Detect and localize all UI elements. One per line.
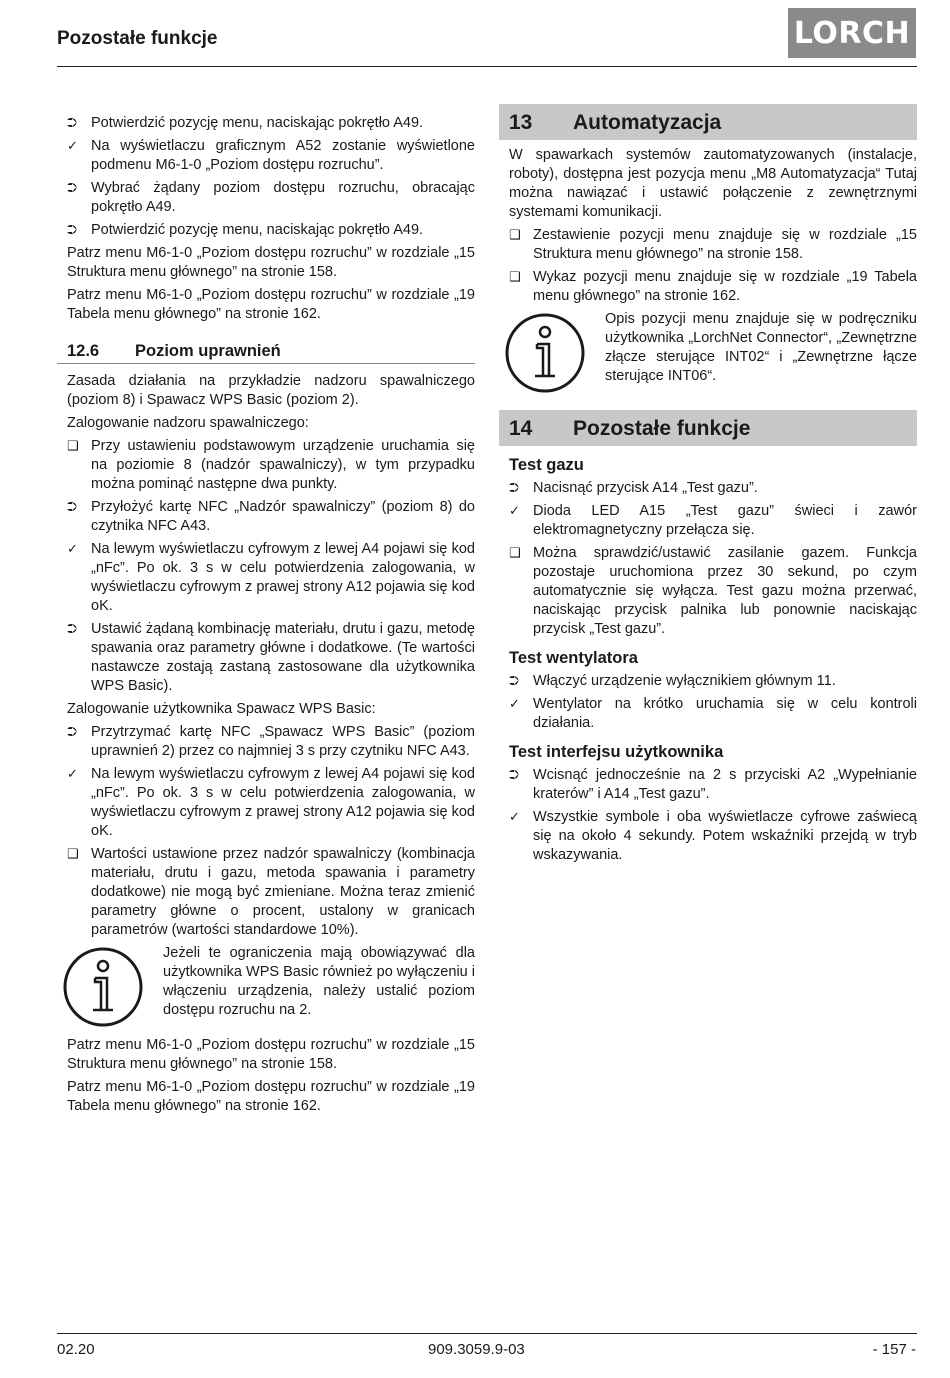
- list-item: [499, 544, 917, 639]
- list-item: [499, 695, 917, 733]
- arrow-bullet-icon: ⮊: [509, 481, 519, 496]
- paragraph: Zalogowanie użytkownika Spawacz WPS Basic:: [67, 701, 376, 717]
- arrow-bullet-icon: ⮊: [509, 768, 519, 783]
- right-column: [499, 104, 917, 869]
- list-item-text: Nacisnąć przycisk A14 „Test gazu”.: [533, 480, 758, 496]
- list-item-text: Na lewym wyświetlaczu cyfrowym z lewej A4 pojawi się kod „nFc”. Po ok. 3 s w celu potwierdzenia zalogowania, w wyświetlaczu cyfrowym z prawej strony A12 pojawia się kod oK.: [91, 766, 475, 839]
- reference-paragraph: Patrz menu M6-1-0 „Poziom dostępu rozruchu” w rozdziale „19 Tabela menu głównego” na stronie 162.: [67, 1079, 475, 1114]
- list-item: [499, 766, 917, 804]
- checkbox-bullet-icon: ❑: [67, 847, 79, 862]
- checkbox-bullet-icon: ❑: [509, 546, 521, 561]
- checkbox-bullet-icon: ❑: [509, 270, 521, 285]
- section-heading-12-6: [57, 342, 475, 364]
- list-item: [57, 137, 475, 175]
- list-item-text: Włączyć urządzenie wyłącznikiem głównym 11.: [533, 673, 836, 689]
- arrow-bullet-icon: ⮊: [67, 223, 77, 238]
- list-item: [57, 620, 475, 696]
- list-item-text: Potwierdzić pozycję menu, naciskając pokrętło A49.: [91, 222, 424, 238]
- arrow-bullet-icon: ⮊: [67, 500, 77, 515]
- automation-notes: [499, 226, 917, 306]
- info-note: [499, 310, 917, 396]
- list-item-text: Wybrać żądany poziom dostępu rozruchu, obracając pokrętło A49.: [91, 180, 475, 215]
- checkmark-icon: ✓: [67, 139, 78, 154]
- list-item-text: Wszystkie symbole i oba wyświetlacze cyfrowe zaświecą się na około 4 sekundy. Potem wskaźniki przejdą w tryb wskazywania.: [533, 809, 917, 863]
- paragraph: W spawarkach systemów zautomatyzowanych (instalacje, roboty), dostępna jest pozycja menu „M8 Automatyzacja“ Tutaj można nawiązać i ustawić połączenie z zewnętrznymi systemami komunikacji.: [509, 147, 917, 220]
- list-item-text: Można sprawdzić/ustawić zasilanie gazem. Funkcja pozostaje uruchomiona przez 30 sekund, po czym automatycznie się wyłącza. Test gazu można przerwać, naciskając przycisk palnika lub ponownie naciskając przycisk „Test gazu”.: [533, 545, 917, 637]
- list-item-text: Wartości ustawione przez nadzór spawalniczy (kombinacja materiału, drutu i gazu, metoda spawania i parametry dodatkowe) nie mogą być zmieniane. Można teraz zmienić parametry główne o procent, ustalony w granicach parametrów (wartości standardowe 10%).: [91, 846, 475, 938]
- subheading-fan-test: Test wentylatora: [509, 649, 638, 667]
- reference-paragraph: Patrz menu M6-1-0 „Poziom dostępu rozruchu” w rozdziale „19 Tabela menu głównego” na stronie 162.: [67, 287, 475, 322]
- list-item: [57, 498, 475, 536]
- reference-paragraph: Patrz menu M6-1-0 „Poziom dostępu rozruchu” w rozdziale „15 Struktura menu głównego” na stronie 158.: [67, 245, 475, 280]
- list-item: [499, 226, 917, 264]
- chapter-heading-13: [499, 104, 917, 140]
- list-item-text: Na lewym wyświetlaczu cyfrowym z lewej A4 pojawi się kod „nFc”. Po ok. 3 s w celu potwierdzenia zalogowania, w wyświetlaczu cyfrowym z prawej strony A12 pojawia się kod oK.: [91, 541, 475, 614]
- info-note: [57, 944, 475, 1030]
- footer-page-number: - 157 -: [872, 1341, 916, 1358]
- checkbox-bullet-icon: ❑: [67, 439, 79, 454]
- checkmark-icon: ✓: [509, 810, 520, 825]
- list-item: [499, 672, 917, 691]
- list-item-text: Wykaz pozycji menu znajduje się w rozdziale „19 Tabela menu głównego” na stronie 162.: [533, 269, 917, 304]
- page-header-title: Pozostałe funkcje: [57, 28, 218, 49]
- list-item: [57, 723, 475, 761]
- note-text: Jeżeli te ograniczenia mają obowiązywać dla użytkownika WPS Basic również po wyłączeniu i włączeniu urządzenia, należy ustalić poziom dostępu rozruchu na 2.: [163, 945, 475, 1018]
- arrow-bullet-icon: ⮊: [67, 181, 77, 196]
- chapter-number: 13: [509, 110, 533, 134]
- info-icon: [499, 310, 599, 396]
- list-item: [57, 845, 475, 940]
- list-item-text: Przy ustawieniu podstawowym urządzenie uruchamia się na poziomie 8 (nadzór spawalniczy), w tym przypadku można pominąć następne dwa punkty.: [91, 438, 475, 492]
- fan-test-steps: [499, 672, 917, 733]
- list-item-text: Na wyświetlaczu graficznym A52 zostanie wyświetlone podmenu M6-1-0 „Poziom dostępu rozruchu”.: [91, 138, 475, 173]
- list-item: [57, 179, 475, 217]
- wps-basic-login-steps: [57, 723, 475, 940]
- lorch-logo: LORCH: [788, 8, 916, 58]
- list-item-text: Zestawienie pozycji menu znajduje się w rozdziale „15 Struktura menu głównego” na stronie 158.: [533, 227, 917, 262]
- header-divider: [57, 66, 917, 67]
- list-item: [499, 268, 917, 306]
- chapter-title: Pozostałe funkcje: [573, 416, 751, 440]
- list-item-text: Potwierdzić pozycję menu, naciskając pokrętło A49.: [91, 115, 424, 131]
- subheading-ui-test: Test interfejsu użytkownika: [509, 743, 724, 761]
- info-icon: [57, 944, 157, 1030]
- arrow-bullet-icon: ⮊: [509, 674, 519, 689]
- reference-paragraph: Patrz menu M6-1-0 „Poziom dostępu rozruchu” w rozdziale „15 Struktura menu głównego” na stronie 158.: [67, 1037, 475, 1072]
- arrow-bullet-icon: ⮊: [67, 622, 77, 637]
- checkmark-icon: ✓: [67, 542, 78, 557]
- ui-test-steps: [499, 766, 917, 865]
- paragraph: Zalogowanie nadzoru spawalniczego:: [67, 415, 309, 431]
- subheading-gas-test: Test gazu: [509, 456, 584, 474]
- chapter-number: 14: [509, 416, 533, 440]
- list-item-text: Dioda LED A15 „Test gazu” świeci i zawór elektromagnetyczny przełącza się.: [533, 503, 917, 538]
- left-column: [57, 114, 475, 1120]
- list-item: [57, 540, 475, 616]
- checkmark-icon: ✓: [509, 504, 520, 519]
- gas-test-steps: [499, 479, 917, 639]
- list-item: [57, 765, 475, 841]
- checkmark-icon: ✓: [509, 697, 520, 712]
- chapter-title: Automatyzacja: [573, 110, 722, 134]
- footer-date: 02.20: [57, 1341, 95, 1358]
- checkbox-bullet-icon: ❑: [509, 228, 521, 243]
- list-item: [499, 502, 917, 540]
- list-item: [57, 221, 475, 240]
- list-item: [499, 808, 917, 865]
- list-item-text: Wcisnąć jednocześnie na 2 s przyciski A2 „Wypełnianie kraterów” i A14 „Test gazu”.: [533, 767, 917, 802]
- list-item-text: Przyłożyć kartę NFC „Nadzór spawalniczy” (poziom 8) do czytnika NFC A43.: [91, 499, 475, 534]
- arrow-bullet-icon: ⮊: [67, 725, 77, 740]
- section-title: Poziom uprawnień: [135, 342, 281, 360]
- list-item: [499, 479, 917, 498]
- chapter-heading-14: [499, 410, 917, 446]
- footer-divider: [57, 1333, 917, 1334]
- section-number: 12.6: [67, 342, 100, 360]
- list-item-text: Ustawić żądaną kombinację materiału, drutu i gazu, metodę spawania oraz parametry główne i dodatkowe. (Te wartości nastawcze zostają zastaną zastosowane dla użytkownika WPS Basic).: [91, 621, 475, 694]
- list-item: [57, 114, 475, 133]
- checkmark-icon: ✓: [67, 767, 78, 782]
- note-text: Opis pozycji menu znajduje się w podręczniku użytkownika „LorchNet Connector“, „Zewnętrzne złącze sterujące INT02“ i „Zewnętrzne łącze sterujące INT06“.: [605, 311, 917, 384]
- arrow-bullet-icon: ⮊: [67, 116, 77, 131]
- list-item-text: Wentylator na krótko uruchamia się w celu kontroli działania.: [533, 696, 917, 731]
- intro-steps: [57, 114, 475, 240]
- footer-doc-number: 909.3059.9-03: [428, 1341, 525, 1358]
- paragraph: Zasada działania na przykładzie nadzoru spawalniczego (poziom 8) i Spawacz WPS Basic (poziom 2).: [67, 373, 475, 408]
- supervisor-login-steps: [57, 437, 475, 696]
- list-item: [57, 437, 475, 494]
- list-item-text: Przytrzymać kartę NFC „Spawacz WPS Basic” (poziom uprawnień 2) przez co najmniej 3 s przy czytniku NFC A43.: [91, 724, 475, 759]
